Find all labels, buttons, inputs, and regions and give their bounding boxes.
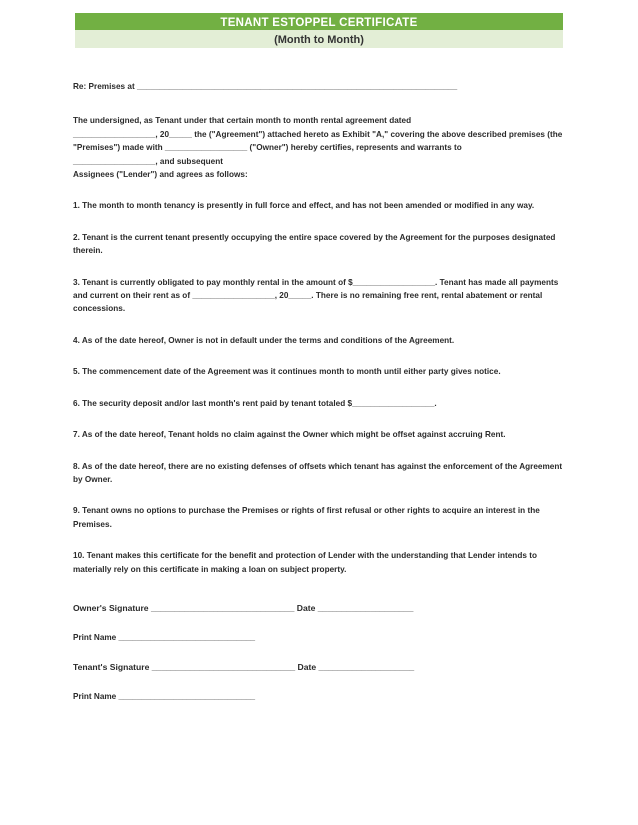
- re-premises-line: Re: Premises at ______________________________________________________________________: [73, 82, 458, 91]
- clause-item-8: 8. As of the date hereof, there are no existing defenses of offsets which tenant has against the enforcement of the Agreement by Owner.: [73, 461, 563, 484]
- intro-line-1: The undersigned, as Tenant under that certain month to month rental agreement dated: [73, 116, 412, 126]
- clause-item-6: 6. The security deposit and/or last month's rent paid by tenant totaled $__________________.: [73, 398, 437, 408]
- clause-item-3: 3. Tenant is currently obligated to pay monthly rental in the amount of $__________________. Tenant has made all payments and current on their rent as of __________________, 20_____. There is no remaining free rent, rental abatement or rental concessions.: [73, 277, 559, 314]
- signature-spacer: [73, 674, 565, 690]
- intro-line-4: __________________, and subsequent: [73, 156, 223, 166]
- header-title-bar: [75, 13, 563, 30]
- clause-item-10: 10. Tenant makes this certificate for the benefit and protection of Lender with the understanding that Lender intends to materially rely on this certificate in making a loan on subject property.: [73, 551, 537, 574]
- signature-spacer: [73, 645, 565, 661]
- clause-item-4: 4. As of the date hereof, Owner is not in default under the terms and conditions of the Agreement.: [73, 335, 455, 345]
- page-title: TENANT ESTOPPEL CERTIFICATE: [220, 17, 418, 29]
- intro-line-5: Assignees ("Lender") and agrees as follows:: [73, 170, 248, 180]
- intro-line-3: "Premises") made with __________________ ("Owner") hereby certifies, represents and warrants to: [73, 143, 462, 153]
- tenant-print-name-line[interactable]: Print Name ______________________________: [73, 692, 256, 702]
- owner-print-name-line[interactable]: Print Name ______________________________: [73, 633, 256, 643]
- intro-line-2: __________________, 20_____ the ("Agreement") attached hereto as Exhibit "A," covering the above described premises (the: [73, 129, 563, 139]
- document-header: [75, 13, 563, 48]
- clause-item-5: 5. The commencement date of the Agreement was it continues month to month until either party gives notice.: [73, 367, 501, 377]
- owner-signature-line[interactable]: Owner's Signature ______________________________ Date ____________________: [73, 602, 414, 613]
- clause-item-1: 1. The month to month tenancy is presently in full force and effect, and has not been amended or modified in any way.: [73, 201, 535, 211]
- signature-spacer: [73, 615, 565, 631]
- clause-item-7: 7. As of the date hereof, Tenant holds no claim against the Owner which might be offset against accruing Rent.: [73, 430, 506, 440]
- header-subtitle-bar: [75, 30, 563, 48]
- page-subtitle: (Month to Month): [274, 34, 364, 46]
- document-body: [73, 80, 565, 704]
- clause-item-9: 9. Tenant owns no options to purchase the Premises or rights of first refusal or other rights to acquire an interest in the Premises.: [73, 506, 540, 529]
- tenant-signature-line[interactable]: Tenant's Signature ______________________________ Date ____________________: [73, 661, 415, 672]
- signature-block: [73, 602, 565, 704]
- intro-paragraph: [73, 114, 565, 181]
- clause-item-2: 2. Tenant is the current tenant presently occupying the entire space covered by the Agreement for the purposes designated therein.: [73, 232, 556, 256]
